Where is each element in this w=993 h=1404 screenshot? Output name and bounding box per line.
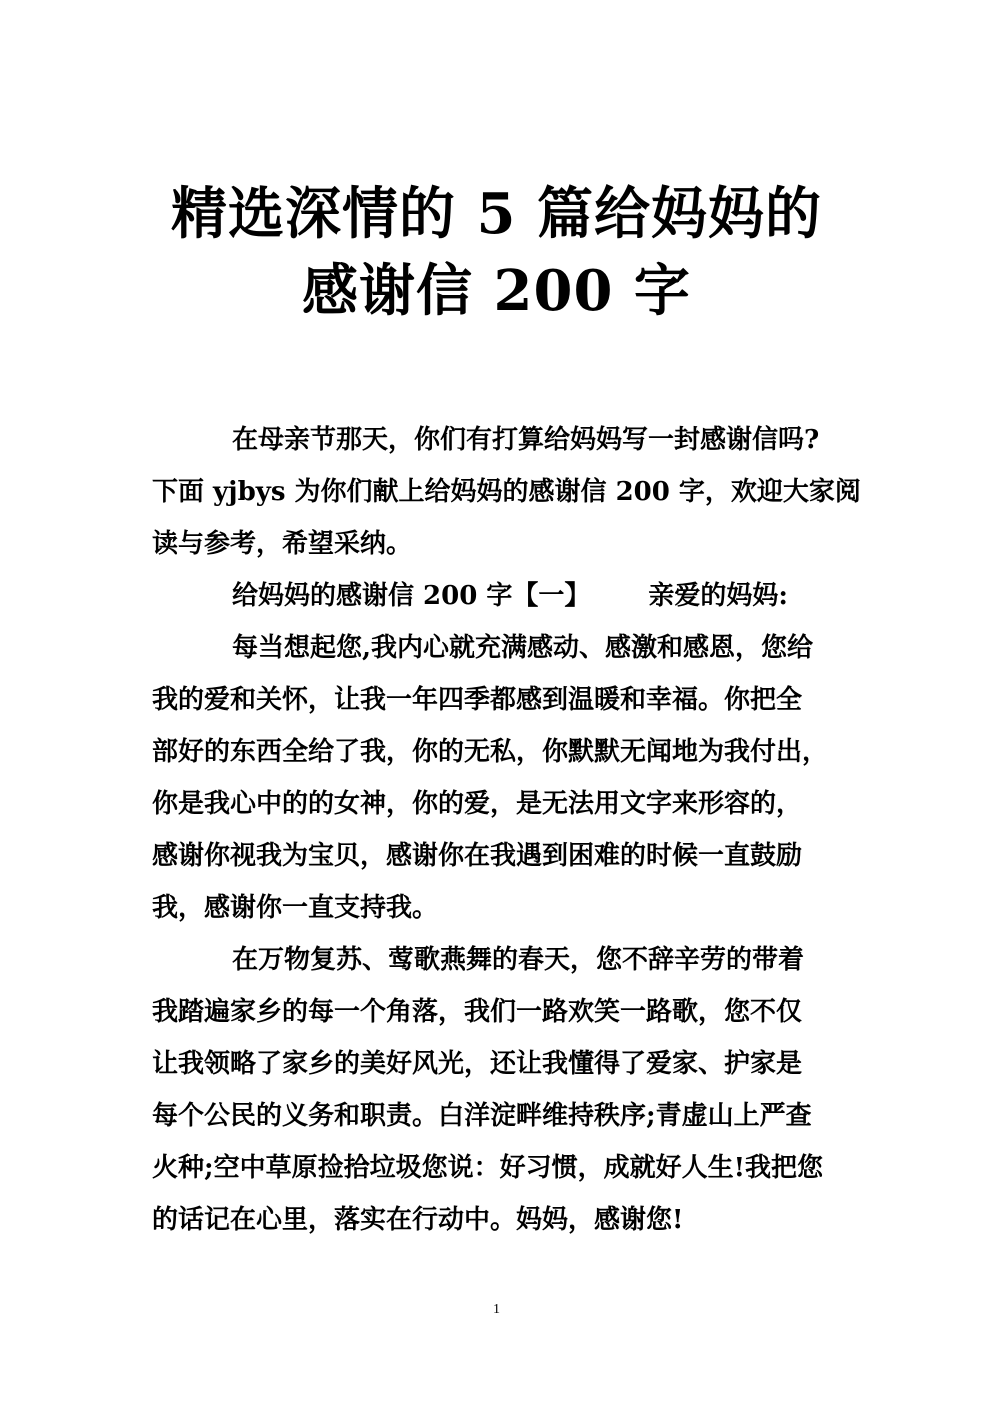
letter-heading: 给妈妈的感谢信 200 字【一】	[232, 581, 591, 611]
body-line: 部好的东西全给了我，你的无私，你默默无闻地为我付出，	[152, 737, 829, 767]
body-line: 你是我心中的的女神，你的爱，是无法用文字来形容的，	[152, 789, 803, 819]
body-line: 下面 yjbys 为你们献上给妈妈的感谢信 200 字，欢迎大家阅	[152, 477, 861, 507]
body-line-heading	[152, 570, 842, 622]
body-line: 我的爱和关怀，让我一年四季都感到温暖和幸福。你把全	[152, 685, 803, 715]
page-number: 1	[493, 1302, 500, 1317]
letter-salutation: 亲爱的妈妈:	[648, 581, 788, 611]
body-line: 感谢你视我为宝贝，感谢你在我遇到困难的时候一直鼓励	[152, 841, 803, 871]
body-line: 我，感谢你一直支持我。	[152, 893, 439, 923]
body-line: 让我领略了家乡的美好风光，还让我懂得了爱家、护家是	[152, 1049, 803, 1079]
body-line: 的话记在心里，落实在行动中。妈妈，感谢您!	[152, 1205, 684, 1235]
body-line: 我踏遍家乡的每一个角落，我们一路欢笑一路歌，您不仅	[152, 997, 803, 1027]
document-title-line-1: 精选深情的 5 篇给妈妈的	[171, 181, 822, 247]
body-line: 每个公民的义务和职责。白洋淀畔维持秩序;青虚山上严查	[152, 1101, 812, 1131]
document-title-line-2: 感谢信 200 字	[302, 258, 691, 324]
body-line: 在母亲节那天，你们有打算给妈妈写一封感谢信吗?	[232, 425, 820, 455]
document-body	[152, 414, 861, 1246]
body-line: 读与参考，希望采纳。	[152, 529, 413, 559]
body-line: 每当想起您,我内心就充满感动、感激和感恩，您给	[232, 633, 814, 663]
body-line: 在万物复苏、莺歌燕舞的春天，您不辞辛劳的带着	[232, 945, 805, 975]
body-line: 火种;空中草原捡拾垃圾您说：好习惯，成就好人生!我把您	[152, 1153, 824, 1183]
